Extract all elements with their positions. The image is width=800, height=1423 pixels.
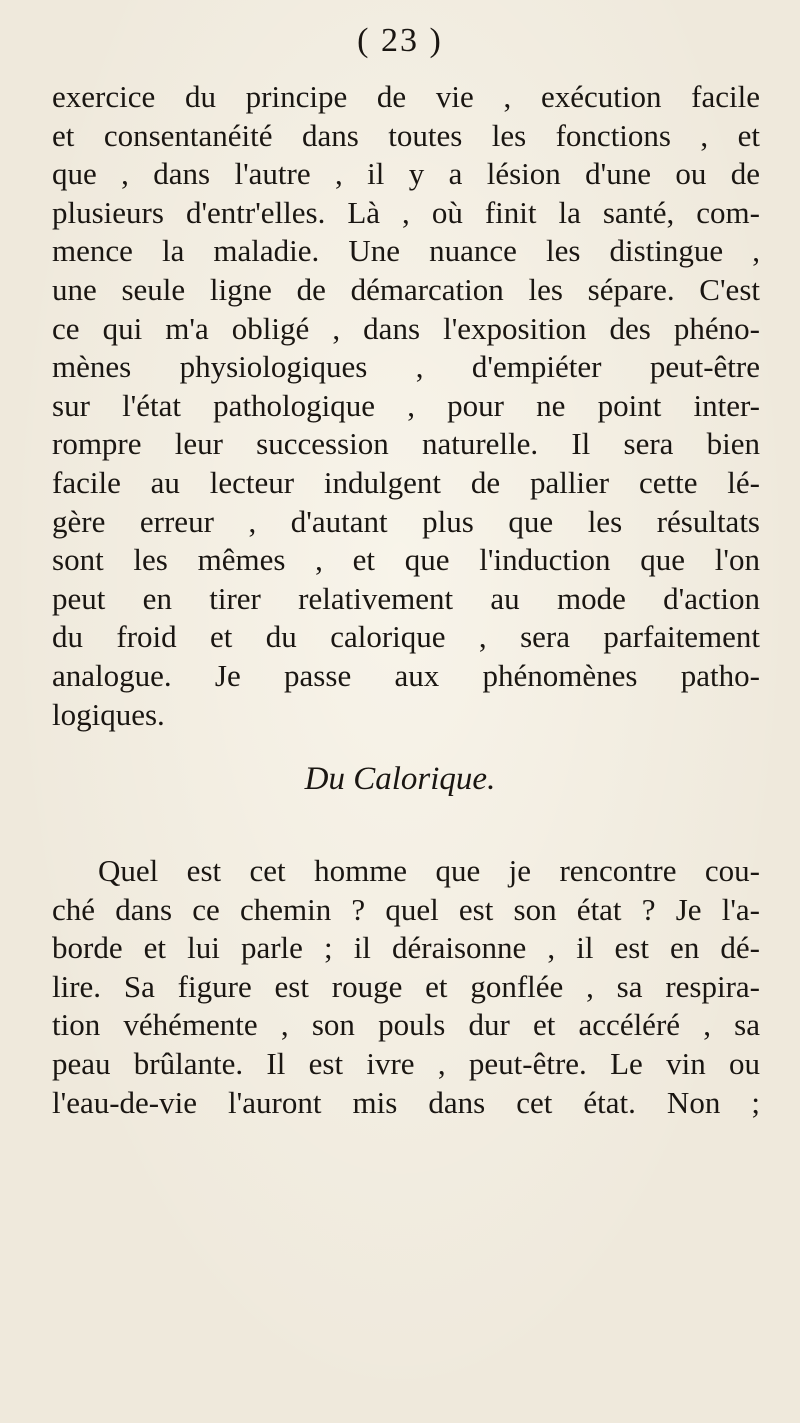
text-line: ché dans ce chemin ? quel est son état ? Je l'a- (52, 891, 760, 927)
text-line: du froid et du calorique , sera parfaitement (52, 619, 760, 655)
text-line: ce qui m'a obligé , dans l'exposition des phéno- (52, 310, 760, 346)
text-line: peut en tirer relativement au mode d'action (52, 580, 760, 616)
text-line: Quel est cet homme que je rencontre cou- (98, 853, 760, 888)
text-line: peau brûlante. Il est ivre , peut-être. Le vin ou (52, 1045, 760, 1081)
section-heading: Du Calorique. (304, 761, 496, 797)
text-line: logiques. (52, 696, 165, 732)
paragraph-1 (52, 78, 760, 734)
paragraph-2 (52, 852, 760, 1122)
text-line: tion véhémente , son pouls dur et accéléré , sa (52, 1007, 760, 1043)
text-line: facile au lecteur indulgent de pallier cette lé- (52, 464, 760, 500)
text-line: lire. Sa figure est rouge et gonflée , sa respira- (52, 968, 760, 1004)
text-line: et consentanéité dans toutes les fonctions , et (52, 117, 760, 153)
text-line: mènes physiologiques , d'empiéter peut-être (52, 349, 760, 385)
text-line: sont les mêmes , et que l'induction que l'on (52, 542, 760, 578)
text-line: gère erreur , d'autant plus que les résultats (52, 503, 760, 539)
text-line: exercice du principe de vie , exécution facile (52, 79, 760, 114)
text-line: analogue. Je passe aux phénomènes patho- (52, 657, 760, 693)
text-line: rompre leur succession naturelle. Il sera bien (52, 426, 760, 462)
text-line: l'eau-de-vie l'auront mis dans cet état. Non ; (52, 1084, 760, 1120)
text-line: mence la maladie. Une nuance les distingue , (52, 233, 760, 269)
page-number: ( 23 ) (357, 22, 443, 59)
text-line: borde et lui parle ; il déraisonne , il est en dé- (52, 930, 760, 966)
text-line: que , dans l'autre , il y a lésion d'une ou de (52, 156, 760, 192)
text-line: plusieurs d'entr'elles. Là , où finit la santé, com- (52, 194, 760, 230)
text-line: sur l'état pathologique , pour ne point inter- (52, 387, 760, 423)
text-line: une seule ligne de démarcation les sépare. C'est (52, 271, 760, 307)
